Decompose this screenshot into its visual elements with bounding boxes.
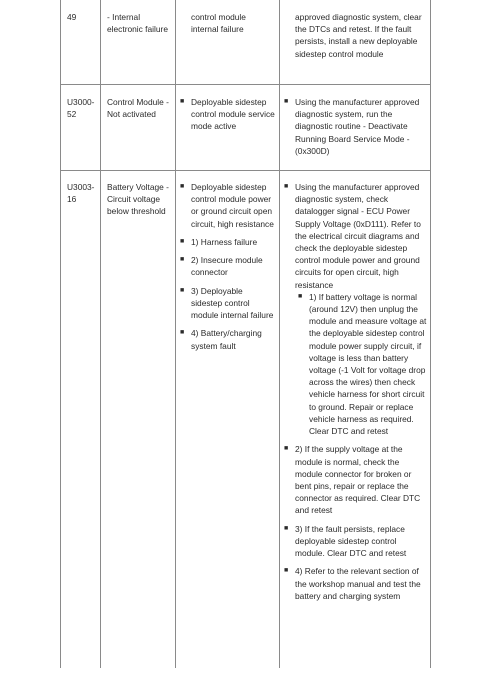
list-item: ■ 3) If the fault persists, replace deployable sidestep control module. Clear DTC and retest	[284, 523, 407, 559]
table-border-left	[60, 0, 61, 668]
dtc-table	[60, 0, 431, 668]
row-divider	[60, 170, 431, 171]
action: approved diagnostic system, clear the DTCs and retest. If the fault persists, install a new deployable sidestep control module	[295, 12, 422, 59]
column-divider	[100, 0, 101, 668]
table-row	[67, 181, 97, 205]
dtc-code: U3000-52	[67, 97, 95, 120]
bullet-icon: ■	[180, 237, 185, 245]
list-item: ■ Deployable sidestep control module service mode active	[180, 97, 275, 132]
bullet-icon: ■	[180, 256, 185, 264]
list-item: ■ 1) If battery voltage is normal (around 12V) then unplug the module and measure voltage at the deployable sidestep control module power supply circuit, if voltage is less than battery voltage (-1 Volt for voltage drop across the wires) then check vehicle harness for short circuit to ground. Repair or replace vehicle harness as required. Clear DTC and retest	[298, 291, 427, 437]
possible-causes	[179, 96, 275, 133]
action	[283, 96, 427, 157]
list-item: ■ Deployable sidestep control module power or ground circuit open circuit, high resistance	[180, 182, 274, 229]
list-item: ■ 2) Insecure module connector	[180, 255, 263, 278]
list-item: ■ 1) Harness failure	[180, 236, 258, 247]
dtc-code: U3003-16	[67, 182, 95, 205]
list-item: ■ 4) Refer to the relevant section of the workshop manual and test the battery and charging system	[284, 566, 421, 601]
possible-causes	[179, 181, 275, 352]
dtc-description: Control Module - Not activated	[107, 97, 169, 120]
bullet-icon: ■	[298, 292, 303, 300]
dtc-description: Battery Voltage - Circuit voltage below threshold	[107, 182, 169, 217]
table-row	[67, 11, 97, 23]
bullet-icon: ■	[284, 524, 289, 532]
column-divider	[175, 0, 176, 668]
bullet-icon: ■	[180, 183, 185, 190]
list-item: ■ Using the manufacturer approved diagnostic system, run the diagnostic routine - Deactivate Running Board Service Mode - (0x300D)	[284, 97, 420, 156]
table-border-right	[430, 0, 431, 668]
dtc-description: - Internal electronic failure	[107, 12, 168, 35]
action	[283, 181, 427, 602]
bullet-icon: ■	[180, 286, 185, 294]
list-item: ■ 3) Deployable sidestep control module internal failure	[180, 285, 274, 321]
bullet-icon: ■	[180, 329, 185, 337]
bullet-icon: ■	[180, 98, 185, 105]
list-item: ■ Using the manufacturer approved diagnostic system, check datalogger signal - ECU Power Supply Voltage (0xD111). Refer to the electrical circuit diagrams and check the deployable sidestep control module power and ground circuits for open circuit, high resistance ■ 1) If battery voltage is normal (around 12V) then unplug the module and measure voltage at the deployable sidestep control module power supply circuit, if voltage is less than battery voltage (-1 Volt for voltage drop across the wires) then check vehicle harness for short circuit to ground. Repair or replace vehicle harness as required. Clear DTC and retest	[284, 182, 427, 437]
list-item: ■ 4) Battery/charging system fault	[180, 328, 262, 351]
column-divider	[279, 0, 280, 668]
possible-causes: control module internal failure	[191, 12, 246, 35]
bullet-icon: ■	[284, 98, 289, 105]
bullet-icon: ■	[284, 445, 289, 453]
bullet-icon: ■	[284, 183, 289, 190]
dtc-code: 49	[67, 12, 77, 22]
bullet-icon: ■	[284, 567, 289, 575]
list-item: ■ 2) If the supply voltage at the module is normal, check the module connector for broken or bent pins, repair or replace the connector as required. Clear DTC and retest	[284, 444, 421, 516]
row-divider	[60, 84, 431, 85]
table-row	[67, 96, 97, 120]
